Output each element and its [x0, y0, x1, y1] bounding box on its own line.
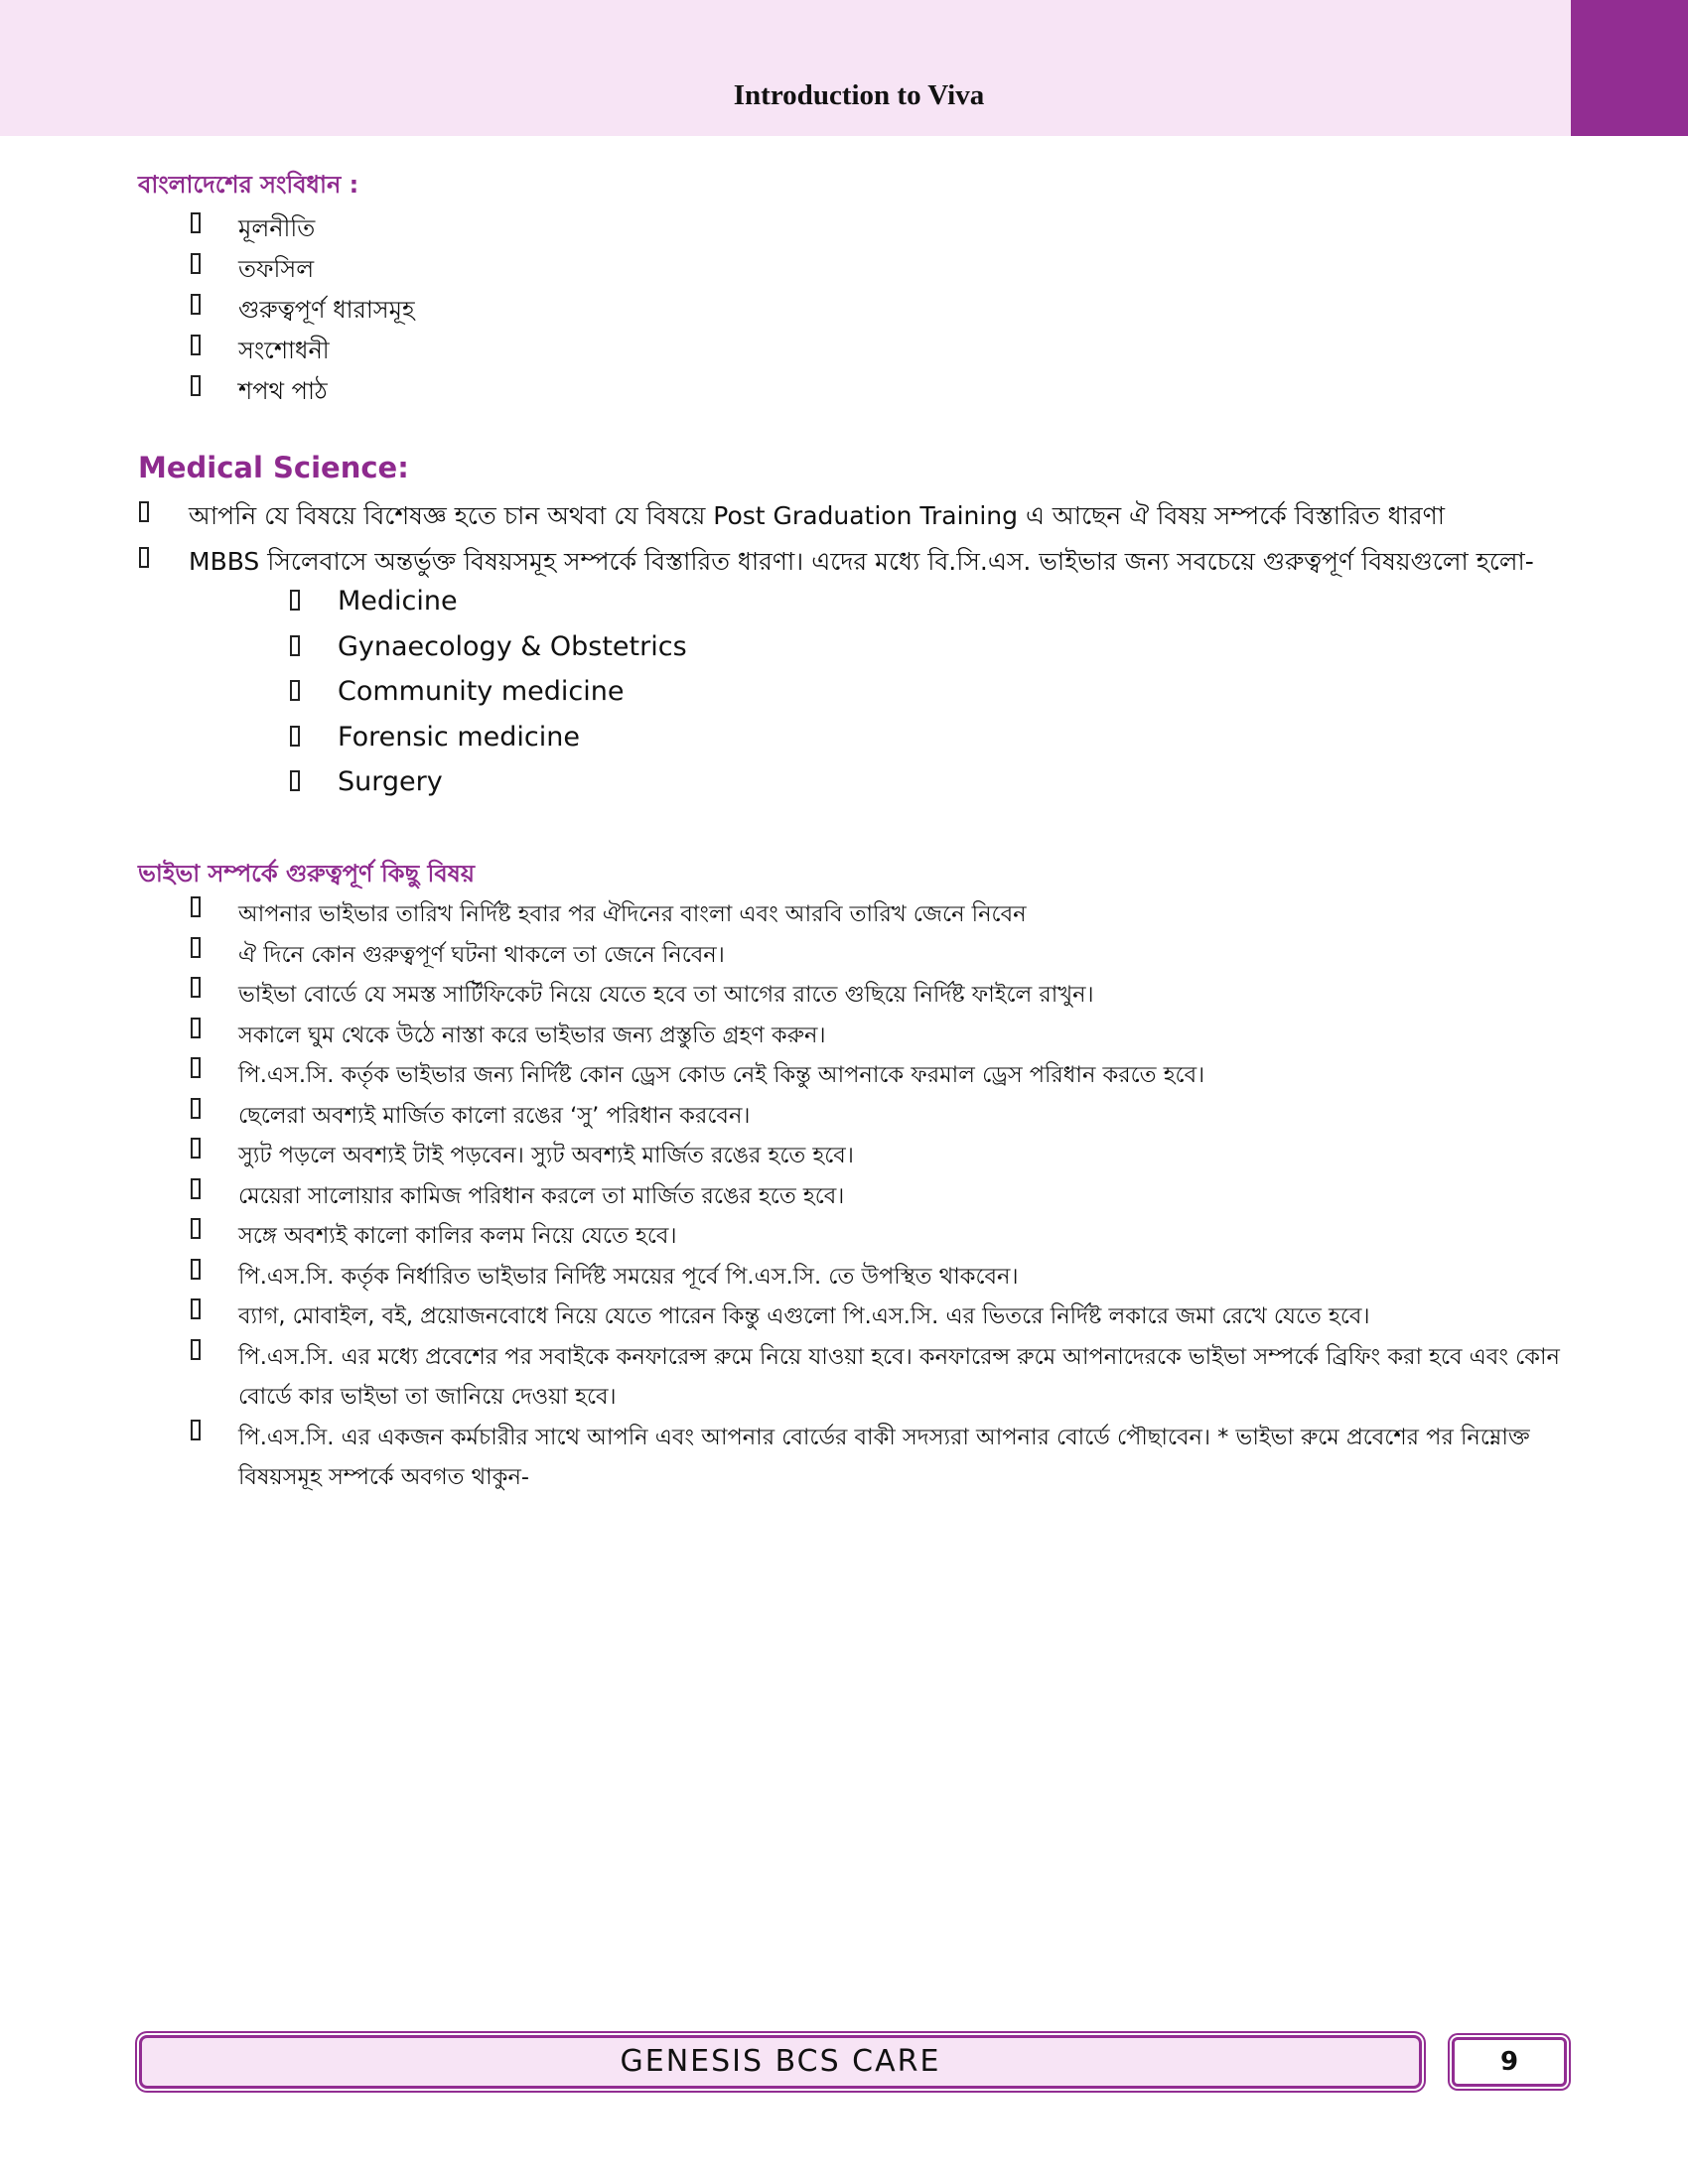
checkbox-bullet-icon — [191, 1057, 201, 1078]
header-band — [0, 0, 1571, 136]
checkbox-bullet-icon — [191, 1098, 201, 1119]
checkbox-bullet-icon — [191, 212, 201, 233]
checkbox-bullet-icon — [191, 1259, 201, 1280]
constitution-heading: বাংলাদেশের সংবিধান : — [138, 171, 359, 199]
checkbox-bullet-icon — [191, 1218, 201, 1239]
page-title: Introduction to Viva — [733, 79, 985, 111]
checkbox-bullet-icon — [191, 375, 201, 396]
page-number: 9 — [1452, 2037, 1567, 2087]
checkbox-bullet-icon — [139, 547, 149, 568]
checkbox-bullet-icon — [290, 680, 300, 701]
checkbox-bullet-icon — [191, 335, 201, 355]
checkbox-bullet-icon — [191, 1298, 201, 1319]
checkbox-bullet-icon — [290, 590, 300, 611]
checkbox-bullet-icon — [290, 726, 300, 747]
checkbox-bullet-icon — [191, 1018, 201, 1038]
header-accent-tab — [1571, 0, 1688, 136]
checkbox-bullet-icon — [290, 635, 300, 656]
checkbox-bullet-icon — [191, 294, 201, 315]
checkbox-bullet-icon — [139, 501, 149, 522]
checkbox-bullet-icon — [191, 937, 201, 958]
checkbox-bullet-icon — [191, 253, 201, 274]
checkbox-bullet-icon — [191, 896, 201, 917]
checkbox-bullet-icon — [290, 770, 300, 791]
checkbox-bullet-icon — [191, 977, 201, 998]
checkbox-bullet-icon — [191, 1339, 201, 1360]
checkbox-bullet-icon — [191, 1178, 201, 1199]
footer-brand: GENESIS BCS CARE — [139, 2035, 1422, 2089]
checkbox-bullet-icon — [191, 1138, 201, 1159]
checkbox-bullet-icon — [191, 1420, 201, 1440]
medical-science-heading: Medical Science: — [138, 451, 409, 484]
viva-tips-heading: ভাইভা সম্পর্কে গুরুত্বপূর্ণ কিছু বিষয় — [138, 860, 476, 887]
